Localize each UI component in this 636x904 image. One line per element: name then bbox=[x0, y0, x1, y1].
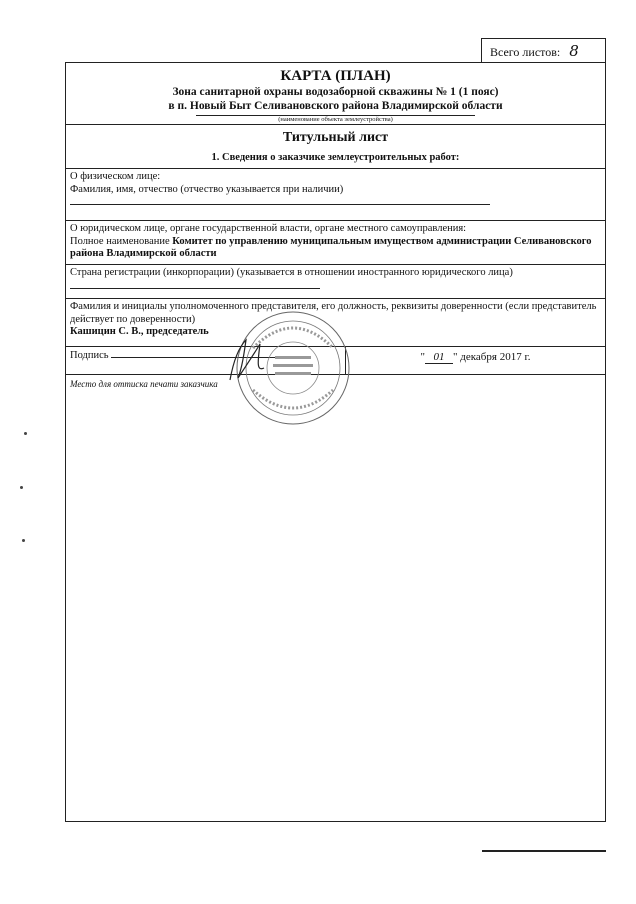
stamp-place-label: Место для оттиска печати заказчика bbox=[70, 379, 218, 389]
date-cell bbox=[346, 347, 605, 374]
country-text: Страна регистрации (инкорпорации) (указывается в отношении иностранного юридического лица) bbox=[70, 267, 513, 278]
title-sheet-block bbox=[66, 125, 605, 169]
legal-name-prefix: Полное наименование bbox=[70, 235, 170, 247]
document-frame bbox=[65, 62, 606, 822]
date-day: 01 bbox=[425, 351, 453, 364]
representative-name: Кашицин С. В., председатель bbox=[70, 326, 209, 337]
bottom-rule bbox=[482, 850, 606, 852]
document-header bbox=[66, 63, 605, 125]
margin-mark bbox=[20, 486, 23, 489]
title-sheet-heading: Титульный лист bbox=[282, 130, 389, 145]
object-line-1: Зона санитарной охраны водозаборной скважины № 1 (1 пояс) bbox=[172, 86, 499, 98]
individual-heading: О физическом лице: bbox=[70, 171, 161, 182]
object-caption: (наименование объекта землеустройства) bbox=[196, 115, 475, 124]
date-quote: " bbox=[420, 351, 426, 363]
individual-name-line bbox=[70, 196, 490, 205]
country-line bbox=[70, 280, 320, 289]
sheets-count: 8 bbox=[569, 42, 579, 60]
section-country bbox=[66, 265, 605, 299]
sheets-label: Всего листов: bbox=[490, 45, 561, 59]
margin-mark bbox=[22, 539, 25, 542]
section-legal-entity bbox=[66, 221, 605, 265]
section-individual bbox=[66, 169, 605, 221]
margin-mark bbox=[24, 432, 27, 435]
handwritten-signature-icon bbox=[220, 328, 280, 388]
customer-info-heading: 1. Сведения о заказчике землеустроительных работ: bbox=[211, 152, 460, 163]
document-title: КАРТА (ПЛАН) bbox=[280, 68, 391, 84]
individual-name-field: Фамилия, имя, отчество (отчество указывается при наличии) bbox=[70, 183, 344, 195]
object-line-2: в п. Новый Быт Селивановского района Владимирской области bbox=[168, 100, 503, 112]
legal-heading: О юридическом лице, органе государственной власти, органе местного самоуправления: bbox=[70, 223, 467, 234]
legal-name-value: Комитет по управлению муниципальным имуществом администрации Селивановского района Владимирской области bbox=[70, 235, 592, 259]
signature-label: Подпись bbox=[70, 350, 109, 361]
sheets-count-box bbox=[481, 38, 606, 62]
date-rest: " декабря 2017 г. bbox=[453, 351, 531, 363]
legal-name-row bbox=[70, 236, 601, 261]
representative-text: Фамилия и инициалы уполномоченного представителя, его должность, реквизиты доверенности (если представитель действует по доверенности) bbox=[70, 301, 597, 325]
